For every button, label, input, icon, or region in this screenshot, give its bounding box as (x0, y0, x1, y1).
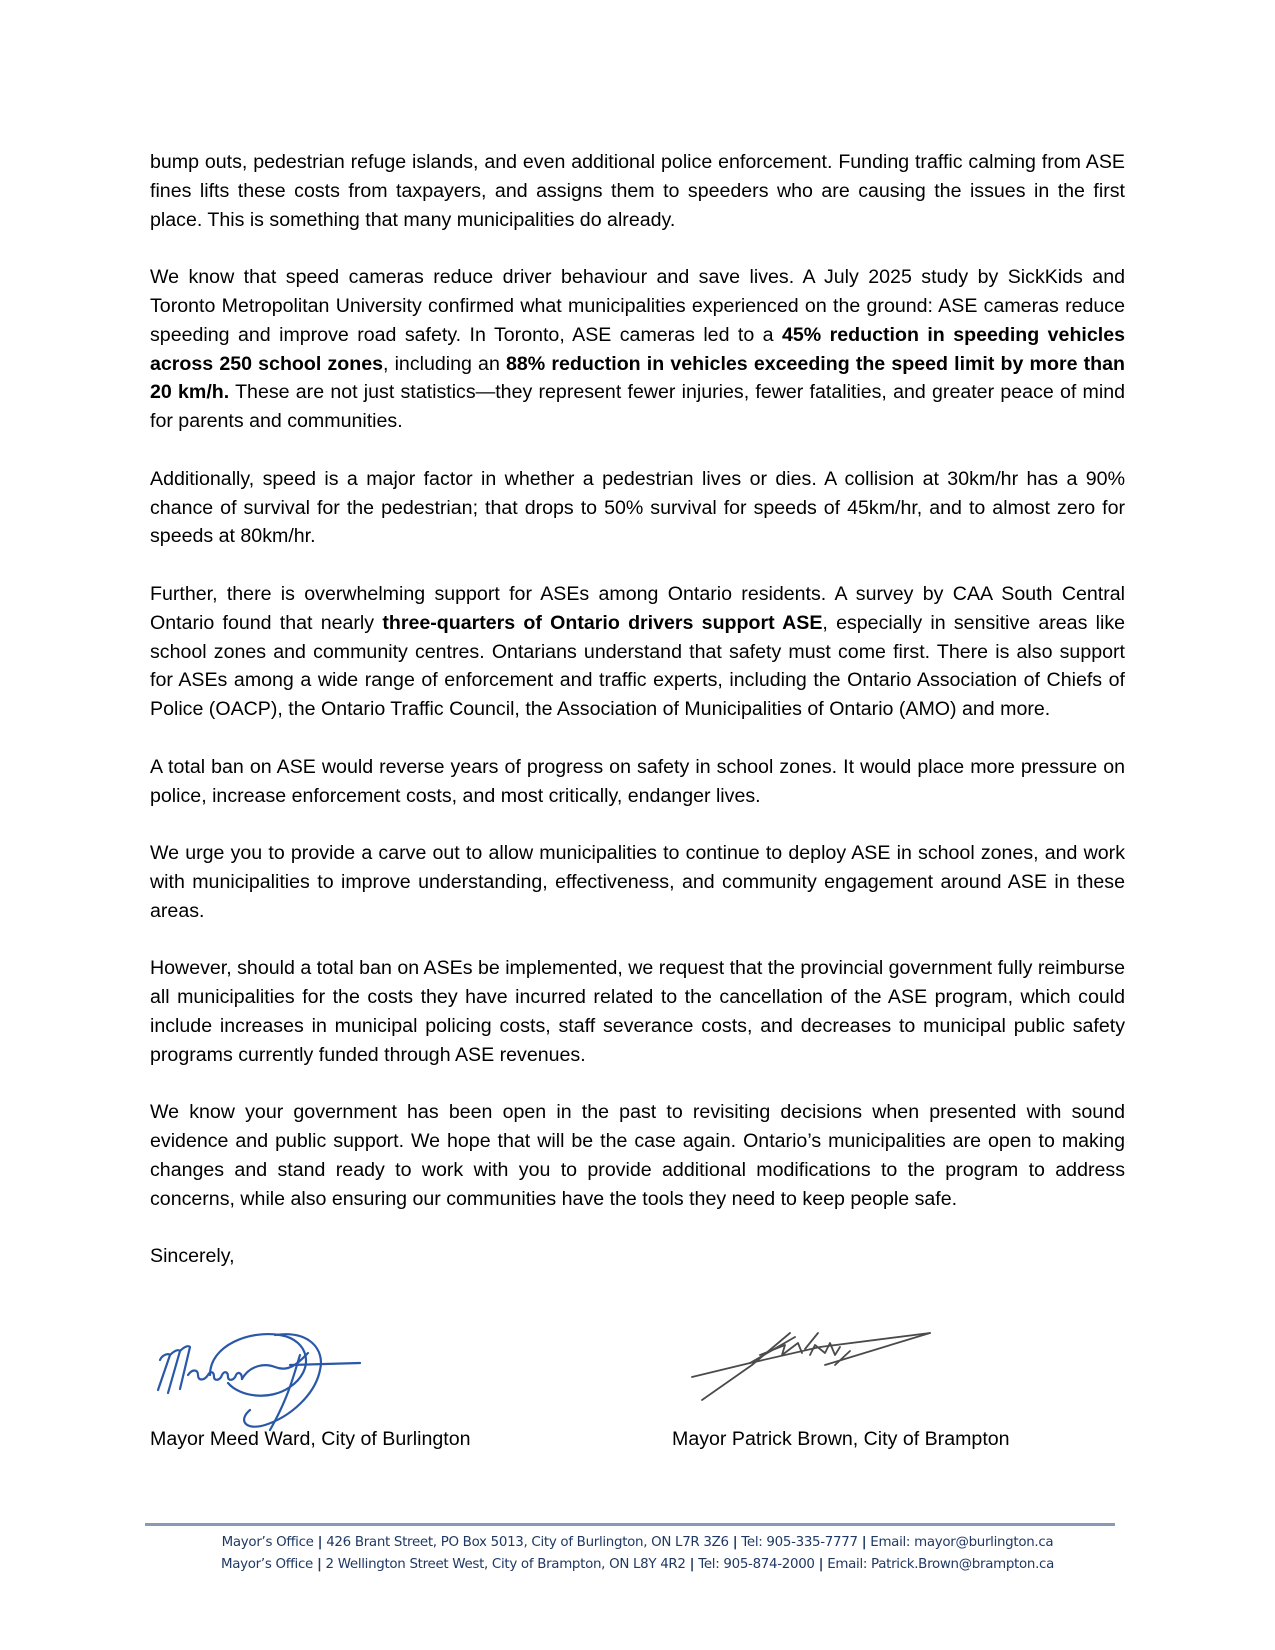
separator: | (689, 1557, 695, 1572)
letter-paragraph (150, 148, 1125, 234)
footer-office: Mayor’s Office (221, 1535, 314, 1550)
footer-contact-line (0, 1532, 1275, 1554)
footer-phone: Tel: 905-874-2000 (698, 1557, 815, 1572)
paragraph-text: We know that speed cameras reduce driver behaviour and save lives. A July 2025 study by SickKids and Toronto Metropolitan University confirmed what municipalities experienced on the ground: ASE cameras reduce speeding and improve road safety. In Toronto, ASE cameras led to a (150, 266, 1125, 346)
paragraph-text: We know your government has been open in the past to revisiting decisions when presented with sound evidence and public support. We hope that will be the case again. Ontario’s municipalities are open to making changes and stand ready to work with you to provide additional modifications to the program to address concerns, while also ensuring our communities have the tools they need to keep people safe. (150, 1101, 1125, 1210)
footer-contact-line (0, 1554, 1275, 1576)
letter-paragraph (150, 1098, 1125, 1213)
separator: | (818, 1557, 824, 1572)
paragraph-text: However, should a total ban on ASEs be implemented, we request that the provincial government fully reimburse all municipalities for the costs they have incurred related to the cancellation of the ASE program, which could include increases in municipal policing costs, staff severance costs, and decreases to municipal public safety programs currently funded through ASE revenues. (150, 957, 1125, 1066)
paragraph-text: , especially in sensitive areas like school zones and community centres. Ontarians understand that safety must come first. There is also support for ASEs among a wide range of enforcement and traffic experts, including the Ontario Association of Chiefs of Police (OACP), the Ontario Traffic Council, the Association of Municipalities of Ontario (AMO) and more. (150, 611, 1126, 721)
letter-paragraph (150, 839, 1125, 925)
letter-paragraph (150, 465, 1125, 551)
footer-email[interactable]: Email: mayor@burlington.ca (870, 1535, 1054, 1550)
closing-salutation: Sincerely, (150, 1245, 235, 1268)
paragraph-text: Additionally, speed is a major factor in whether a pedestrian lives or dies. A collision at 30km/hr has a 90% chance of survival for the pedestrian; that drops to 50% survival for speeds of 45km/hr, and to almost zero for speeds at 80km/hr. (150, 467, 1125, 548)
emphasized-text: 88% reduction in vehicles exceeding the speed limit by more than 20 km/h. (150, 352, 1125, 404)
letter-paragraph (150, 753, 1125, 811)
paragraph-text: We urge you to provide a carve out to allow municipalities to continue to deploy ASE in school zones, and work with municipalities to improve understanding, effectiveness, and community engagement around ASE in these areas. (150, 842, 1125, 922)
footer-address: 2 Wellington Street West, City of Brampton, ON L8Y 4R2 (325, 1557, 686, 1572)
paragraph-text: These are not just statistics—they represent fewer injuries, fewer fatalities, and greater peace of mind for parents and communities. (150, 381, 1125, 433)
letter-paragraph (150, 954, 1125, 1069)
paragraph-text: , including an (382, 352, 507, 375)
separator: | (732, 1535, 738, 1550)
paragraph-text: A total ban on ASE would reverse years of progress on safety in school zones. It would place more pressure on police, increase enforcement costs, and most critically, endanger lives. (150, 755, 1125, 807)
letter-paragraph (150, 263, 1125, 436)
patrick-brown-signature (690, 1325, 940, 1405)
signer-name-burlington: Mayor Meed Ward, City of Burlington (150, 1428, 471, 1450)
footer-phone: Tel: 905-335-7777 (741, 1535, 858, 1550)
paragraph-text: Further, there is overwhelming support for ASEs among Ontario residents. A survey by CAA South Central Ontario found that nearly (150, 582, 1125, 634)
signer-name-brampton: Mayor Patrick Brown, City of Brampton (672, 1428, 1010, 1450)
meed-ward-signature (150, 1325, 380, 1435)
letter-paragraph (150, 580, 1125, 724)
separator: | (861, 1535, 867, 1550)
letter-body (150, 148, 1125, 1271)
paragraph-text: bump outs, pedestrian refuge islands, and even additional police enforcement. Funding traffic calming from ASE fines lifts these costs from taxpayers, and assigns them to speeders who are causing the issues in the first place. This is something that many municipalities do already. (150, 151, 1125, 231)
emphasized-text: three-quarters of Ontario drivers support ASE (382, 611, 823, 634)
footer-office: Mayor’s Office (220, 1557, 313, 1572)
footer-divider (145, 1523, 1115, 1526)
letterhead-footer (0, 1532, 1275, 1576)
footer-address: 426 Brant Street, PO Box 5013, City of Burlington, ON L7R 3Z6 (326, 1535, 729, 1550)
separator: | (317, 1535, 323, 1550)
footer-email[interactable]: Email: Patrick.Brown@brampton.ca (827, 1557, 1055, 1572)
separator: | (316, 1557, 322, 1572)
emphasized-text: 45% reduction in speeding vehicles across 250 school zones (150, 323, 1125, 375)
